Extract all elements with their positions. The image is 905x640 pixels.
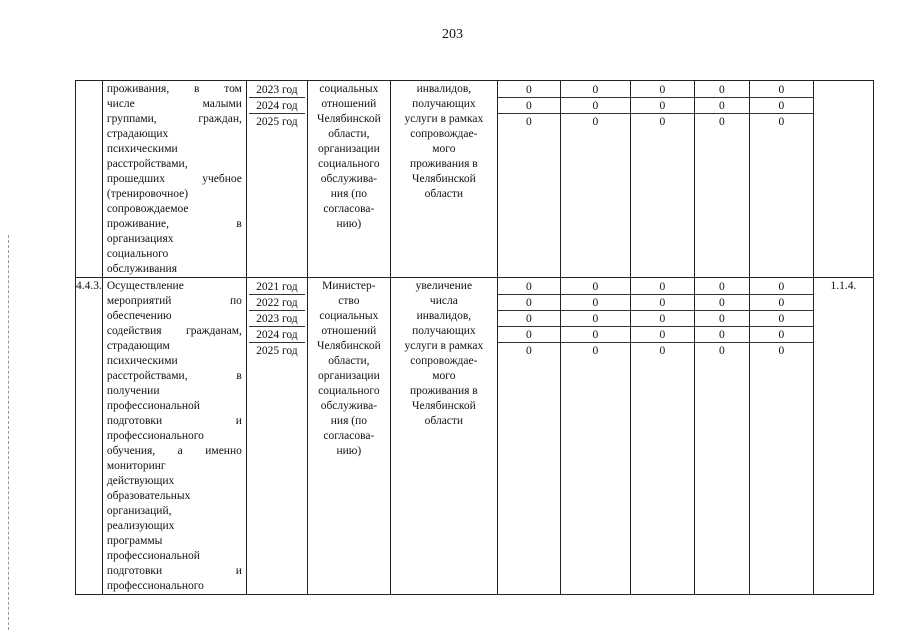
value-item: 0 <box>526 116 532 128</box>
executor-line: области, <box>328 128 370 140</box>
value-item: 0 <box>631 312 694 327</box>
result-line: получающих <box>412 325 476 337</box>
years-cell <box>246 81 307 278</box>
years-cell <box>246 278 307 595</box>
page-number: 203 <box>442 27 463 42</box>
year-label: 2025 год <box>256 116 298 128</box>
result-line: Челябинской <box>411 173 476 185</box>
item-name <box>102 278 246 595</box>
item-name-line: мероприятий по <box>106 295 242 307</box>
value-cell <box>560 278 630 595</box>
value-item: 0 <box>778 116 785 128</box>
value-item: 0 <box>695 99 749 114</box>
item-name-line: подготовки и <box>106 415 242 427</box>
item-number <box>76 81 103 278</box>
executor-line: Министер- <box>322 280 376 292</box>
executor-line: согласова- <box>323 430 375 442</box>
item-name-line: Осуществление <box>106 280 184 292</box>
item-name-line: группами, граждан, <box>106 113 242 125</box>
value-item: 0 <box>561 83 630 98</box>
value-item: 0 <box>561 328 630 343</box>
value-item: 0 <box>695 280 749 295</box>
executor-line: Челябинской <box>316 340 381 352</box>
result-line: мого <box>432 143 456 155</box>
value-item: 0 <box>561 280 630 295</box>
value-item: 0 <box>561 296 630 311</box>
item-name-line: профессионального <box>106 430 204 442</box>
result-cell <box>390 278 497 595</box>
executor-line: области, <box>328 355 370 367</box>
value-cell <box>630 278 694 595</box>
executor-line: нию) <box>336 445 362 457</box>
value-item: 0 <box>561 99 630 114</box>
executor-line: организации <box>318 370 380 382</box>
year-label: 2022 год <box>249 296 305 311</box>
item-name-line: получении <box>106 385 160 397</box>
result-line: мого <box>432 370 456 382</box>
item-name-line: страдающим <box>106 340 170 352</box>
executor-line: ство <box>338 295 360 307</box>
result-line: проживания в <box>409 158 478 170</box>
value-item: 0 <box>719 116 725 128</box>
executor-line: социального <box>318 158 380 170</box>
reference-cell: 1.1.4. <box>813 278 873 595</box>
item-name-line: расстройствами, в <box>106 370 242 382</box>
item-name-line: обслуживания <box>106 263 177 275</box>
result-line: получающих <box>412 98 476 110</box>
year-label: 2025 год <box>256 345 298 357</box>
value-item: 0 <box>719 345 725 357</box>
item-name-line: проживание, в <box>106 218 242 230</box>
value-item: 0 <box>498 296 560 311</box>
value-cell <box>497 278 560 595</box>
item-name-line: прошедших учебное <box>106 173 242 185</box>
value-cell <box>749 81 813 278</box>
result-cell <box>390 81 497 278</box>
item-name-line: содействия гражданам, <box>106 325 242 337</box>
year-label: 2024 год <box>249 99 305 114</box>
executor-line: отношений <box>321 98 377 110</box>
value-item: 0 <box>631 280 694 295</box>
item-name-line: расстройствами, <box>106 158 188 170</box>
value-cell <box>497 81 560 278</box>
value-cell <box>694 278 749 595</box>
result-line: сопровождае- <box>410 355 478 367</box>
value-item: 0 <box>695 312 749 327</box>
executor-cell <box>307 278 390 595</box>
value-item: 0 <box>750 280 813 295</box>
value-item: 0 <box>695 328 749 343</box>
result-line: сопровождае- <box>410 128 478 140</box>
value-cell <box>560 81 630 278</box>
result-line: проживания в <box>409 385 478 397</box>
item-name-line: подготовки и <box>106 565 242 577</box>
executor-line: социального <box>318 385 380 397</box>
item-name-line: действующих <box>106 475 175 487</box>
item-name-line: сопровождаемое <box>106 203 189 215</box>
value-item: 0 <box>631 328 694 343</box>
executor-line: социальных <box>319 310 379 322</box>
item-name-line: образовательных <box>106 490 191 502</box>
result-line: области <box>424 188 464 200</box>
table-row <box>76 81 874 278</box>
value-item: 0 <box>631 83 694 98</box>
reference-cell <box>813 81 873 278</box>
value-item: 0 <box>750 328 813 343</box>
year-label: 2023 год <box>249 312 305 327</box>
executor-line: обслужива- <box>320 400 378 412</box>
result-line: услуги в рамках <box>404 113 484 125</box>
executor-line: ния (по <box>330 188 367 200</box>
item-name-line: мониторинг <box>106 460 166 472</box>
item-name-line: проживания, в том <box>106 83 242 95</box>
value-item: 0 <box>659 345 666 357</box>
item-name-line: (тренировочное) <box>106 188 189 200</box>
value-item: 0 <box>561 312 630 327</box>
item-name-line: страдающих <box>106 128 169 140</box>
item-name-line: числе малыми <box>106 98 242 110</box>
item-name <box>102 81 246 278</box>
value-item: 0 <box>498 280 560 295</box>
value-item: 0 <box>695 83 749 98</box>
value-cell <box>694 81 749 278</box>
result-line: инвалидов, <box>416 310 472 322</box>
executor-line: согласова- <box>323 203 375 215</box>
value-item: 0 <box>631 99 694 114</box>
program-table <box>75 80 874 595</box>
executor-line: социальных <box>319 83 379 95</box>
item-name-line: реализующих <box>106 520 175 532</box>
item-name-line: программы <box>106 535 163 547</box>
executor-line: Челябинской <box>316 113 381 125</box>
item-name-line: обучения, а именно <box>106 445 242 457</box>
item-name-line: психическими <box>106 143 178 155</box>
table-row <box>76 278 874 595</box>
item-name-line: профессионального <box>106 580 204 592</box>
value-item: 0 <box>498 83 560 98</box>
value-cell <box>749 278 813 595</box>
value-item: 0 <box>592 116 599 128</box>
item-number: 4.4.3. <box>76 278 103 595</box>
year-label: 2023 год <box>249 83 305 98</box>
executor-line: ния (по <box>330 415 367 427</box>
executor-line: организации <box>318 143 380 155</box>
executor-line: отношений <box>321 325 377 337</box>
value-item: 0 <box>750 296 813 311</box>
margin-line <box>8 235 9 630</box>
value-item: 0 <box>498 99 560 114</box>
executor-line: обслужива- <box>320 173 378 185</box>
item-name-line: обеспечению <box>106 310 172 322</box>
value-item: 0 <box>498 328 560 343</box>
value-item: 0 <box>526 345 532 357</box>
item-name-line: социального <box>106 248 169 260</box>
result-line: числа <box>429 295 458 307</box>
executor-cell <box>307 81 390 278</box>
item-name-line: организаций, <box>106 505 172 517</box>
value-item: 0 <box>750 83 813 98</box>
result-line: услуги в рамках <box>404 340 484 352</box>
result-line: увеличение <box>415 280 473 292</box>
item-name-line: профессиональной <box>106 400 200 412</box>
result-line: инвалидов, <box>416 83 472 95</box>
item-name-line: профессиональной <box>106 550 200 562</box>
item-name-line: организациях <box>106 233 174 245</box>
executor-line: нию) <box>336 218 362 230</box>
year-label: 2024 год <box>249 328 305 343</box>
value-item: 0 <box>659 116 666 128</box>
value-item: 0 <box>750 312 813 327</box>
value-item: 0 <box>631 296 694 311</box>
value-item: 0 <box>498 312 560 327</box>
value-item: 0 <box>592 345 599 357</box>
result-line: Челябинской <box>411 400 476 412</box>
value-item: 0 <box>778 345 785 357</box>
year-label: 2021 год <box>249 280 305 295</box>
value-item: 0 <box>695 296 749 311</box>
value-cell <box>630 81 694 278</box>
value-item: 0 <box>750 99 813 114</box>
result-line: области <box>424 415 464 427</box>
item-name-line: психическими <box>106 355 178 367</box>
